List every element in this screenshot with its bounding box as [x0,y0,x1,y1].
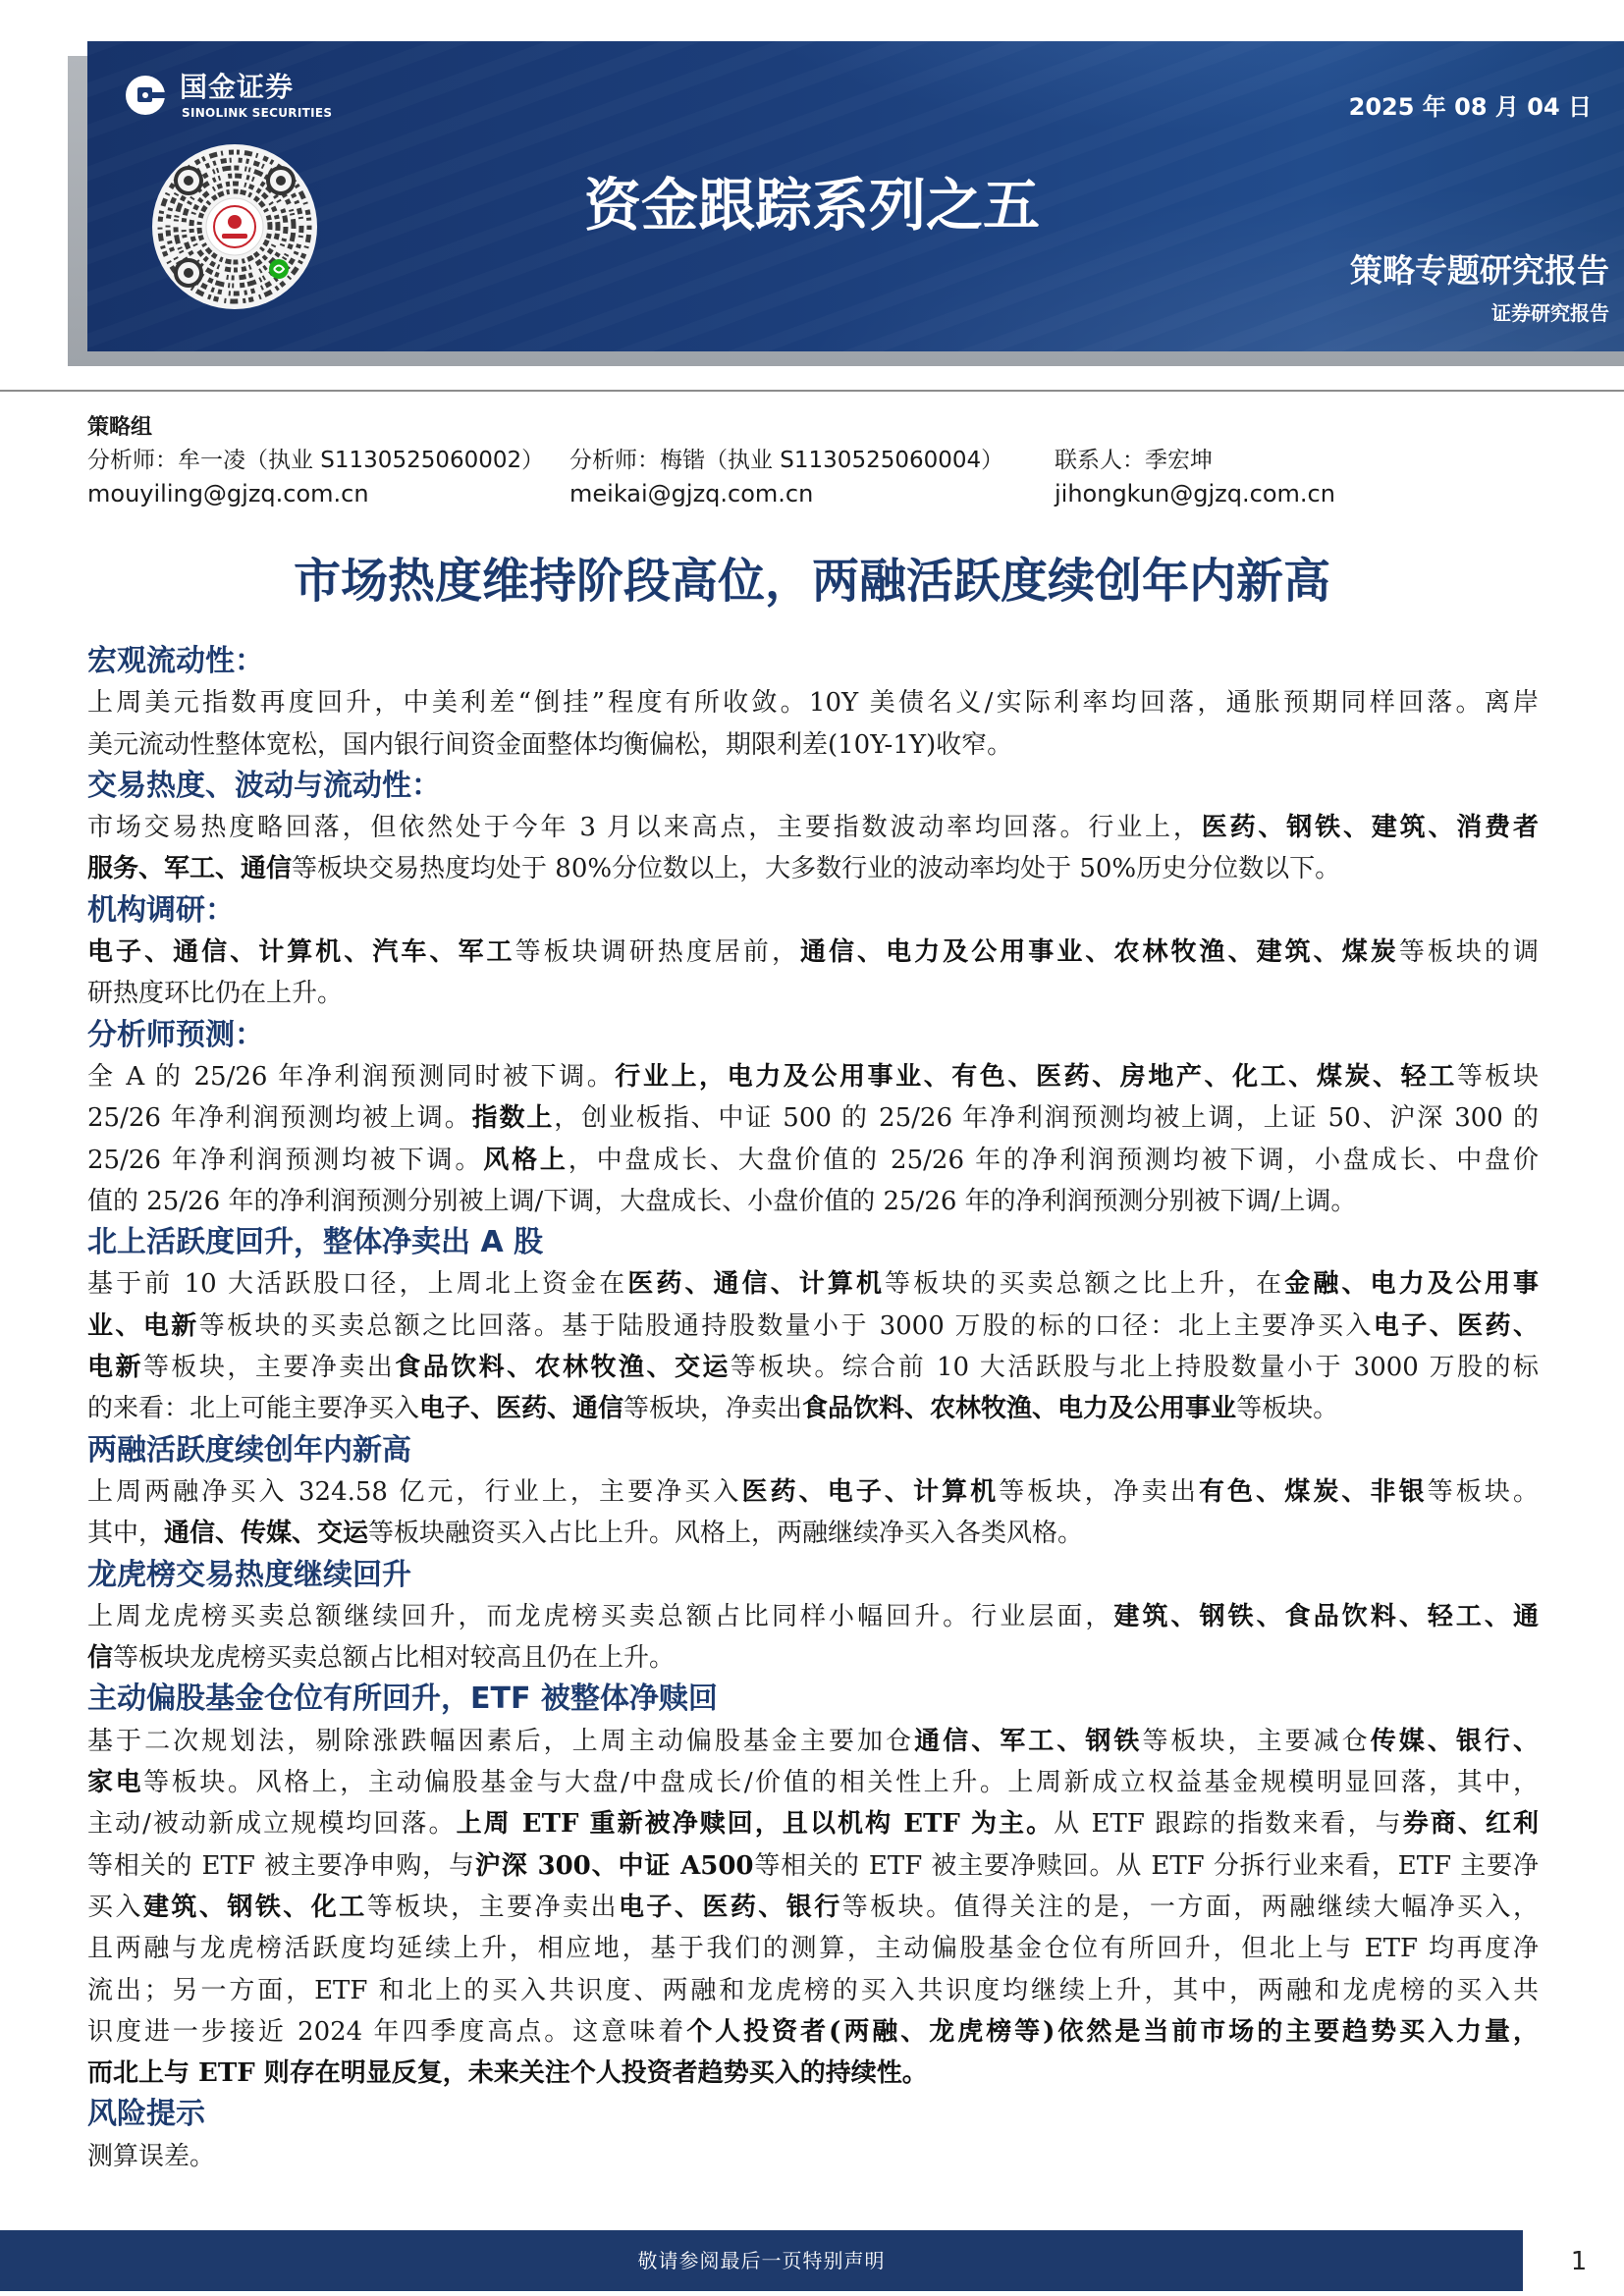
paragraph-line [87,1803,1539,1844]
text-run: 25/26 年净利润预测均被下调。 [87,1145,484,1175]
text-run: 基于前 10 大活跃股口径，上周北上资金在 [87,1269,628,1300]
emphasized-text: 家电 [87,1768,144,1798]
text-run: ，创业板指、中证 500 的 25/26 年净利润预测均被上调，上证 50、沪深 300 的 [554,1103,1539,1134]
paragraph-line [87,1140,1539,1181]
section-heading: 宏观流动性： [87,644,264,678]
company-logo-name: 国金证券 [180,71,295,103]
text-run: 等板块交易热度均处于 80%分位数以上，大多数行业的波动率均处于 50%历史分位数以下。 [292,854,1341,884]
company-logo-english: SINOLINK SECURITIES [182,106,333,120]
text-run: 全 A 的 25/26 年净利润预测同时被下调。 [87,1061,616,1092]
emphasized-text: 电子、医药、银行 [618,1892,842,1922]
text-run: 主动/被动新成立规模均回落。 [87,1809,457,1840]
text-run: 测算误差。 [87,2141,216,2171]
paragraph-line [87,973,1539,1014]
paragraph-line [87,1970,1539,2011]
emphasized-text: 券商、红利 [1402,1809,1539,1840]
text-run: 且两融与龙虎榜活跃度均延续上升，相应地，基于我们的测算，主动偏股基金仓位有所回升，但北上与 ETF 均再度净 [87,1934,1539,1964]
footer-disclaimer: 敬请参阅最后一页特别声明 [637,2249,886,2272]
text-run: 等板块的买卖总额之比上升，在 [885,1269,1285,1300]
analyst-email: mouyiling@gjzq.com.cn [87,480,369,507]
team-name: 策略组 [87,415,153,440]
text-run: 等板块。 [1427,1476,1539,1507]
text-run: 等相关的 ETF 被主要净赎回。从 ETF 分拆行业来看，ETF 主要净 [753,1850,1539,1881]
analyst-email: meikai@gjzq.com.cn [569,480,814,507]
text-run: 等板块。风格上，主动偏股基金与大盘/中盘成长/价值的相关性上升。上周新成立权益基金规模明显回落，其中， [143,1768,1539,1798]
text-run: 等板块 [1456,1061,1539,1092]
paragraph-line [87,1845,1539,1887]
emphasized-text: 服务、军工、通信 [87,854,293,884]
emphasized-text: 电新 [87,1353,143,1383]
analyst-credential: 分析师：牟一凌（执业 S1130525060002） [87,448,545,473]
page-number: 1 [1570,2247,1588,2276]
emphasized-text: 传媒、银行、 [1370,1726,1539,1756]
report-section [87,2094,1539,2177]
text-run: 的来看：北上可能主要净买入 [87,1394,420,1424]
emphasized-text: 信 [87,1643,114,1674]
emphasized-text: 上周 ETF 重新被净赎回，且以机构 ETF 为主。 [456,1809,1055,1840]
text-run: 等板块。综合前 10 大活跃股与北上持股数量小于 3000 万股的标 [730,1353,1539,1383]
contact-email: jihongkun@gjzq.com.cn [1055,480,1335,507]
paragraph-line [87,1637,1539,1679]
report-section [87,1679,1539,2094]
text-run: 基于二次规划法，剔除涨跌幅因素后，上周主动偏股基金主要加仓 [87,1726,915,1756]
paragraph-line [87,724,1539,766]
text-run: 等板块，净卖出 [623,1394,803,1424]
paragraph-line [87,682,1539,723]
sinolink-logo-icon [125,75,166,116]
section-heading: 龙虎榜交易热度继续回升 [87,1557,411,1592]
paragraph-line [87,1263,1539,1305]
paragraph-line [87,2011,1539,2053]
text-run: 等板块，净卖出 [999,1476,1199,1507]
paragraph-line [87,848,1539,889]
report-section [87,1555,1539,1680]
contact-person: 联系人：季宏坤 [1055,448,1213,473]
footer-bar [0,2230,1523,2291]
text-run: 上周龙虎榜买卖总额继续回升，而龙虎榜买卖总额占比同样小幅回升。行业层面， [87,1601,1114,1631]
paragraph-line [87,1887,1539,1928]
report-category: 证券研究报告 [1491,301,1609,325]
text-run: 上周两融净买入 324.58 亿元，行业上，主要净买入 [87,1476,742,1507]
report-section [87,1430,1539,1555]
section-heading: 机构调研： [87,892,235,928]
report-section [87,641,1539,766]
emphasized-text: 个人投资者(两融、龙虎榜等)依然是当前市场的主要趋势买入力量， [686,2016,1540,2047]
paragraph-line [87,2136,1539,2177]
paragraph-line [87,2053,1539,2094]
text-run: 值的 25/26 年的净利润预测分别被上调/下调，大盘成长、小盘价值的 25/26 年的净利润预测分别被下调/上调。 [87,1186,1357,1216]
header-divider [0,390,1624,392]
paragraph-line [87,1471,1539,1513]
text-run: 流出；另一方面，ETF 和北上的买入共识度、两融和龙虎榜的买入共识度均继续上升，其中，两融和龙虎榜的买入共 [87,1975,1539,2005]
emphasized-text: 食品饮料、农林牧渔、电力及公用事业 [802,1394,1237,1424]
emphasized-text: 医药、电子、计算机 [741,1476,1000,1507]
paragraph-line [87,807,1539,848]
emphasized-text: 指数上 [471,1103,555,1134]
emphasized-text: 食品饮料、农林牧渔、交运 [395,1353,731,1383]
section-heading: 两融活跃度续创年内新高 [87,1432,411,1468]
emphasized-text: 通信、军工、钢铁 [914,1726,1143,1756]
text-run: 等板块的买卖总额之比回落。基于陆股通持股数量小于 3000 万股的标的口径：北上主要净买入 [198,1310,1374,1341]
text-run: 等相关的 ETF 被主要净申购，与 [87,1850,475,1881]
analyst-credential: 分析师：梅锴（执业 S1130525060004） [569,448,1004,473]
text-run: 等板块，主要减仓 [1142,1726,1371,1756]
report-body [87,641,1539,2177]
section-heading: 主动偏股基金仓位有所回升，ETF 被整体净赎回 [87,1682,718,1717]
section-heading: 交易热度、波动与流动性： [87,768,441,803]
emphasized-text: 而北上与 ETF 则存在明显反复，未来关注个人投资者趋势买入的持续性。 [87,2058,928,2089]
text-run: 从 ETF 跟踪的指数来看，与 [1054,1809,1403,1840]
section-heading: 风险提示 [87,2097,205,2132]
report-section [87,890,1539,1015]
report-date: 2025 年 08 月 04 日 [1348,93,1592,121]
text-run: 美元流动性整体宽松，国内银行间资金面整体均衡偏松，期限利差(10Y-1Y)收窄。 [87,729,1013,760]
paragraph-line [87,1097,1539,1139]
emphasized-text: 业、电新 [87,1310,199,1341]
section-heading: 北上活跃度回升，整体净卖出 A 股 [87,1225,544,1260]
paragraph-line [87,1928,1539,1969]
text-run: 市场交易热度略回落，但依然处于今年 3 月以来高点，主要指数波动率均回落。行业上， [87,813,1202,843]
text-run: 25/26 年净利润预测均被上调。 [87,1103,472,1134]
paragraph-line [87,932,1539,973]
text-run: ，中盘成长、大盘价值的 25/26 年的净利润预测均被下调，小盘成长、中盘价 [568,1145,1539,1175]
report-section [87,1015,1539,1222]
emphasized-text: 建筑、钢铁、化工 [142,1892,367,1922]
emphasized-text: 行业上，电力及公用事业、有色、医药、房地产、化工、煤炭、轻工 [615,1061,1457,1092]
emphasized-text: 金融、电力及公用事 [1284,1269,1539,1300]
text-run: 等板块，主要净卖出 [366,1892,619,1922]
series-title: 资金跟踪系列之五 [583,172,1040,239]
text-run: 其中， [87,1519,165,1549]
emphasized-text: 通信、电力及公用事业、农林牧渔、建筑、煤炭 [799,937,1399,968]
emphasized-text: 沪深 300、中证 A500 [474,1850,754,1881]
report-section [87,1222,1539,1429]
paragraph-line [87,1056,1539,1097]
emphasized-text: 医药、通信、计算机 [627,1269,886,1300]
text-run: 等板块。值得关注的是，一方面，两融继续大幅净买入， [841,1892,1539,1922]
text-run: 等板块。 [1236,1394,1339,1424]
emphasized-text: 建筑、钢铁、食品饮料、轻工、通 [1113,1601,1539,1631]
paragraph-line [87,1596,1539,1637]
text-run: 等板块，主要净卖出 [142,1353,396,1383]
paragraph-line [87,1513,1539,1554]
report-section [87,766,1539,890]
emphasized-text: 电子、医药、 [1373,1310,1539,1341]
report-type: 策略专题研究报告 [1350,251,1609,290]
emphasized-text: 医药、钢铁、建筑、消费者 [1201,813,1539,843]
paragraph-line [87,1762,1539,1803]
text-run: 等板块龙虎榜买卖总额占比相对较高且仍在上升。 [113,1643,676,1674]
text-run: 买入 [87,1892,143,1922]
paragraph-line [87,1181,1539,1222]
paragraph-line [87,1306,1539,1347]
header-banner [87,41,1624,351]
emphasized-text: 有色、煤炭、非银 [1198,1476,1428,1507]
paragraph-line [87,1347,1539,1388]
emphasized-text: 电子、通信、计算机、汽车、军工 [87,937,515,968]
text-run: 等板块的调 [1398,937,1539,968]
paragraph-line [87,1721,1539,1762]
text-run: 等板块调研热度居前， [514,937,800,968]
emphasized-text: 风格上 [483,1145,568,1175]
text-run: 等板块融资买入占比上升。风格上，两融继续净买入各类风格。 [368,1519,1084,1549]
report-title: 市场热度维持阶段高位，两融活跃度续创年内新高 [293,554,1330,609]
text-run: 研热度环比仍在上升。 [87,979,344,1009]
paragraph-line [87,1388,1539,1429]
emphasized-text: 通信、传媒、交运 [164,1519,369,1549]
text-run: 上周美元指数再度回升，中美利差“倒挂”程度有所收敛。10Y 美债名义/实际利率均回落，通胀预期同样回落。离岸 [87,688,1539,719]
emphasized-text: 电子、医药、通信 [419,1394,624,1424]
text-run: 识度进一步接近 2024 年四季度高点。这意味着 [87,2016,687,2047]
section-heading: 分析师预测： [87,1017,264,1052]
